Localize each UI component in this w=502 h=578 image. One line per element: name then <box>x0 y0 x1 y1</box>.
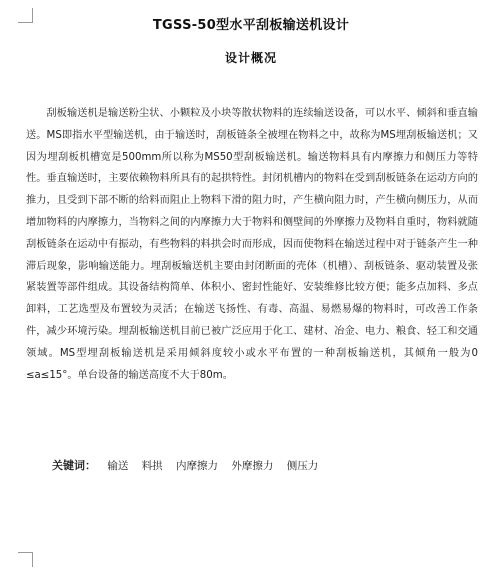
keywords-label: 关键词： <box>52 459 96 472</box>
keyword-item: 料拱 <box>141 460 163 472</box>
keyword-item: 内摩擦力 <box>176 460 219 472</box>
keyword-item: 输送 <box>107 460 129 472</box>
body-paragraph: 刮板输送机是输送粉尘状、小颗粒及小块等散状物料的连续输送设备，可以水平、倾斜和垂直输送。MS即指水平型输送机，由于输送时，刮板链条全被埋在物料之中，故称为MS埋刮板输送机；又因为埋刮板机槽宽是500mm所以称为MS50型刮板输送机。输送物料具有内摩擦力和侧压力等特性。垂直输送时，主要依赖物料所具有的起拱特性。封闭机槽内的物料在受到刮板链条在运动方向的推力，且受到下部不断的给料而阻止上物料下滑的阻力时，产生横向阻力时，产生横向侧压力，从而增加物料的内摩擦力，当物料之间的内摩擦力大于物料和侧壁间的外摩擦力及物料自重时，物料就随刮板链条在运动中有振动，有些物料的料拱会时而形成，因而使物料在输送过程中对于链条产生一种滞后现象，影响输送能力。埋刮板输送机主要由封闭断面的壳体（机槽）、刮板链条、驱动装置及张紧装置等部件组成。其设备结构简单、体积小、密封性能好、安装维修比较方便；能多点加料、多点卸料，工艺选型及布置较为灵活；在输送飞扬性、有毒、高温、易燃易爆的物料时，可改善工作条件，减少环境污染。埋刮板输送机目前已被广泛应用于化工、建材、冶金、电力、粮食、轻工和交通领域。MS型埋刮板输送机是采用倾斜度较小或水平布置的一种刮板输送机，其倾角一般为0 ≤a≤15°。单台设备的输送高度不大于80m。 <box>26 108 478 381</box>
section-heading: 设计概况 <box>224 51 277 65</box>
keywords-line <box>52 457 328 473</box>
crop-mark-bottom-left <box>18 552 33 567</box>
keyword-item: 外摩擦力 <box>231 460 274 472</box>
keyword-item: 侧压力 <box>286 460 319 472</box>
document-title: TGSS-50型水平刮板输送机设计 <box>152 18 350 33</box>
